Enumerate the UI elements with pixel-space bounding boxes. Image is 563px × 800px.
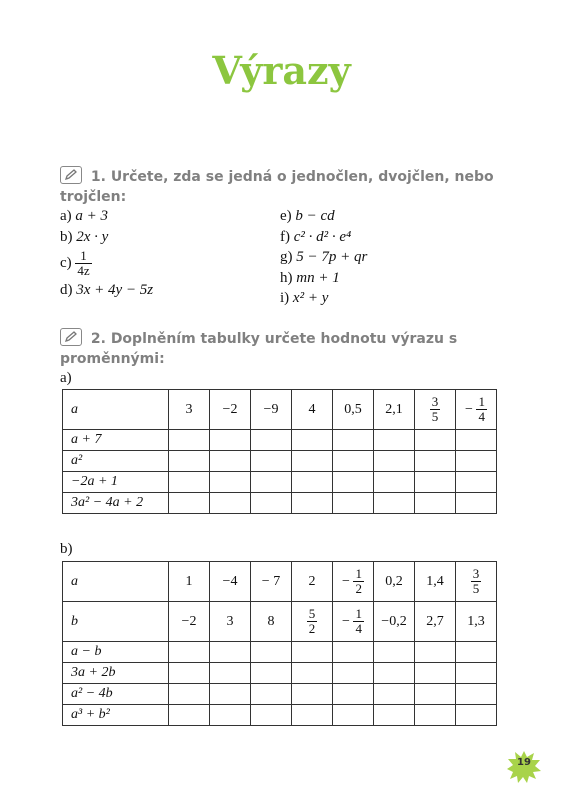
value-cell: 3 [169, 390, 210, 430]
empty-cell [456, 663, 497, 684]
expression-label: e) [280, 208, 296, 224]
expression: mn + 1 [296, 269, 340, 286]
fraction-numerator: 3 [431, 394, 439, 409]
value-cell [456, 390, 497, 430]
row-label: a + 7 [63, 430, 169, 451]
table-header-row [63, 602, 497, 642]
row-label: b [63, 602, 169, 642]
empty-cell [251, 642, 292, 663]
expression: 2x · y [76, 228, 109, 245]
expression-item [280, 268, 367, 289]
table-row [63, 472, 497, 493]
empty-cell [251, 472, 292, 493]
task-1-number: 1. [90, 169, 106, 185]
value-cell: 8 [251, 602, 292, 642]
row-label: a [63, 562, 169, 602]
expression-label: a) [60, 208, 76, 224]
empty-cell [292, 493, 333, 514]
task-1-heading [60, 166, 500, 207]
pencil-icon [60, 328, 82, 346]
fraction-numerator: 1 [355, 606, 362, 621]
expression-label: f) [280, 228, 294, 245]
expression-label: c) [60, 254, 76, 271]
fraction-sign: − [465, 401, 477, 417]
empty-cell [374, 684, 415, 705]
empty-cell [210, 430, 251, 451]
empty-cell [456, 684, 497, 705]
row-label: 3a² − 4a + 2 [63, 493, 169, 514]
empty-cell [251, 663, 292, 684]
fraction-value [465, 394, 487, 424]
expression-label: d) [60, 282, 77, 298]
empty-cell [374, 472, 415, 493]
value-cell [456, 562, 497, 602]
expression: c² · d² · e⁴ [293, 228, 352, 245]
pencil-icon [60, 166, 82, 184]
empty-cell [210, 684, 251, 705]
value-cell: 0,2 [374, 562, 415, 602]
fraction-denominator: 2 [355, 581, 362, 596]
expression-item [60, 206, 153, 227]
empty-cell [169, 642, 210, 663]
expression-label: h) [280, 269, 297, 286]
table-row [63, 684, 497, 705]
row-label: a² − 4b [63, 684, 169, 705]
fraction-denominator: 2 [308, 621, 316, 636]
empty-cell [374, 430, 415, 451]
empty-cell [251, 705, 292, 726]
fraction [353, 607, 364, 636]
value-cell: −2 [169, 602, 210, 642]
expression-item [280, 247, 367, 268]
empty-cell [415, 493, 456, 514]
empty-cell [415, 663, 456, 684]
empty-cell [374, 705, 415, 726]
fraction-denominator: 4 [478, 409, 485, 424]
empty-cell [333, 430, 374, 451]
empty-cell [415, 684, 456, 705]
empty-cell [456, 472, 497, 493]
expression-item [60, 249, 153, 278]
empty-cell [169, 472, 210, 493]
empty-cell [333, 451, 374, 472]
expression-label: g) [280, 249, 297, 265]
row-label: a − b [63, 642, 169, 663]
expression-item [280, 206, 367, 227]
fraction-denominator: 5 [431, 409, 439, 424]
table-row [63, 705, 497, 726]
expression-item [280, 227, 367, 248]
empty-cell [210, 493, 251, 514]
empty-cell [292, 705, 333, 726]
fraction [476, 395, 487, 424]
expression: 5 − 7p + qr [296, 249, 368, 265]
expression-fraction [75, 248, 91, 278]
empty-cell [333, 493, 374, 514]
empty-cell [415, 430, 456, 451]
empty-cell [374, 663, 415, 684]
expression-item [60, 280, 153, 301]
empty-cell [251, 451, 292, 472]
row-label: a² [63, 451, 169, 472]
fraction-denominator: 5 [472, 581, 480, 596]
row-label: −2a + 1 [63, 472, 169, 493]
page-number: 19 [517, 757, 531, 768]
table-b [62, 561, 497, 726]
value-cell: − 7 [251, 562, 292, 602]
fraction-sign: − [342, 613, 354, 629]
fraction [471, 567, 482, 596]
task-1-text: Určete, zda se jedná o jednočlen, dvojčlen, nebo trojčlen: [60, 169, 494, 205]
empty-cell [333, 642, 374, 663]
empty-cell [169, 705, 210, 726]
empty-cell [251, 430, 292, 451]
expression-label: b) [60, 228, 77, 245]
fraction [75, 249, 91, 278]
fraction-numerator: 3 [472, 566, 480, 581]
value-cell: 2 [292, 562, 333, 602]
fraction [430, 395, 441, 424]
empty-cell [251, 493, 292, 514]
fraction [353, 567, 364, 596]
empty-cell [292, 642, 333, 663]
empty-cell [415, 705, 456, 726]
task-2-heading [60, 328, 500, 369]
expression: x² + y [292, 290, 329, 306]
fraction-numerator: 1 [75, 249, 91, 264]
value-cell [415, 390, 456, 430]
table-row [63, 663, 497, 684]
fraction-sign: − [342, 573, 354, 589]
empty-cell [292, 684, 333, 705]
value-cell [333, 602, 374, 642]
fraction-value [342, 606, 364, 636]
empty-cell [210, 472, 251, 493]
task-1-right-list [280, 206, 367, 309]
empty-cell [292, 663, 333, 684]
fraction [307, 607, 318, 636]
empty-cell [169, 430, 210, 451]
empty-cell [292, 472, 333, 493]
expression: 3x + 4y − 5z [76, 282, 154, 298]
empty-cell [210, 451, 251, 472]
value-cell: 1 [169, 562, 210, 602]
empty-cell [456, 493, 497, 514]
value-cell [292, 602, 333, 642]
expression-item [60, 227, 153, 248]
expression-label: i) [280, 290, 293, 306]
value-cell [333, 562, 374, 602]
value-cell: 1,4 [415, 562, 456, 602]
empty-cell [374, 451, 415, 472]
empty-cell [374, 493, 415, 514]
table-row [63, 493, 497, 514]
expression: b − cd [295, 208, 335, 224]
value-cell: 0,5 [333, 390, 374, 430]
empty-cell [210, 642, 251, 663]
fraction-numerator: 1 [478, 394, 485, 409]
empty-cell [456, 705, 497, 726]
expression: a + 3 [75, 208, 109, 224]
empty-cell [292, 451, 333, 472]
fraction-denominator: 4 [355, 621, 362, 636]
value-cell: 3 [210, 602, 251, 642]
empty-cell [210, 663, 251, 684]
task-2-text: Doplněním tabulky určete hodnotu výrazu s proměnnými: [60, 331, 458, 367]
table-a [62, 389, 497, 514]
value-cell: 2,1 [374, 390, 415, 430]
expression-item [280, 288, 367, 309]
fraction-value [307, 606, 318, 636]
empty-cell [251, 684, 292, 705]
empty-cell [333, 472, 374, 493]
empty-cell [415, 451, 456, 472]
row-label: a [63, 390, 169, 430]
value-cell: 4 [292, 390, 333, 430]
empty-cell [456, 642, 497, 663]
part-b-label: b) [60, 541, 73, 557]
value-cell: −2 [210, 390, 251, 430]
empty-cell [333, 705, 374, 726]
empty-cell [415, 642, 456, 663]
table-row [63, 430, 497, 451]
empty-cell [456, 451, 497, 472]
value-cell: 2,7 [415, 602, 456, 642]
empty-cell [333, 663, 374, 684]
fraction-value [430, 394, 441, 424]
page-title: Výrazy [212, 48, 351, 93]
value-cell: 1,3 [456, 602, 497, 642]
value-cell: −0,2 [374, 602, 415, 642]
table-row [63, 451, 497, 472]
task-1-left-list [60, 206, 153, 301]
empty-cell [169, 493, 210, 514]
fraction-denominator: 4z [77, 263, 90, 278]
table-row [63, 642, 497, 663]
empty-cell [292, 430, 333, 451]
fraction-numerator: 5 [308, 606, 316, 621]
empty-cell [210, 705, 251, 726]
empty-cell [333, 684, 374, 705]
empty-cell [415, 472, 456, 493]
table-header-row [63, 562, 497, 602]
value-cell: −4 [210, 562, 251, 602]
task-2-number: 2. [90, 331, 106, 347]
value-cell: −9 [251, 390, 292, 430]
empty-cell [169, 663, 210, 684]
row-label: a³ + b² [63, 705, 169, 726]
empty-cell [374, 642, 415, 663]
empty-cell [169, 684, 210, 705]
table-header-row [63, 390, 497, 430]
fraction-value [471, 566, 482, 596]
empty-cell [456, 430, 497, 451]
fraction-numerator: 1 [355, 566, 362, 581]
fraction-value [342, 566, 364, 596]
row-label: 3a + 2b [63, 663, 169, 684]
part-a-label: a) [60, 370, 72, 386]
empty-cell [169, 451, 210, 472]
